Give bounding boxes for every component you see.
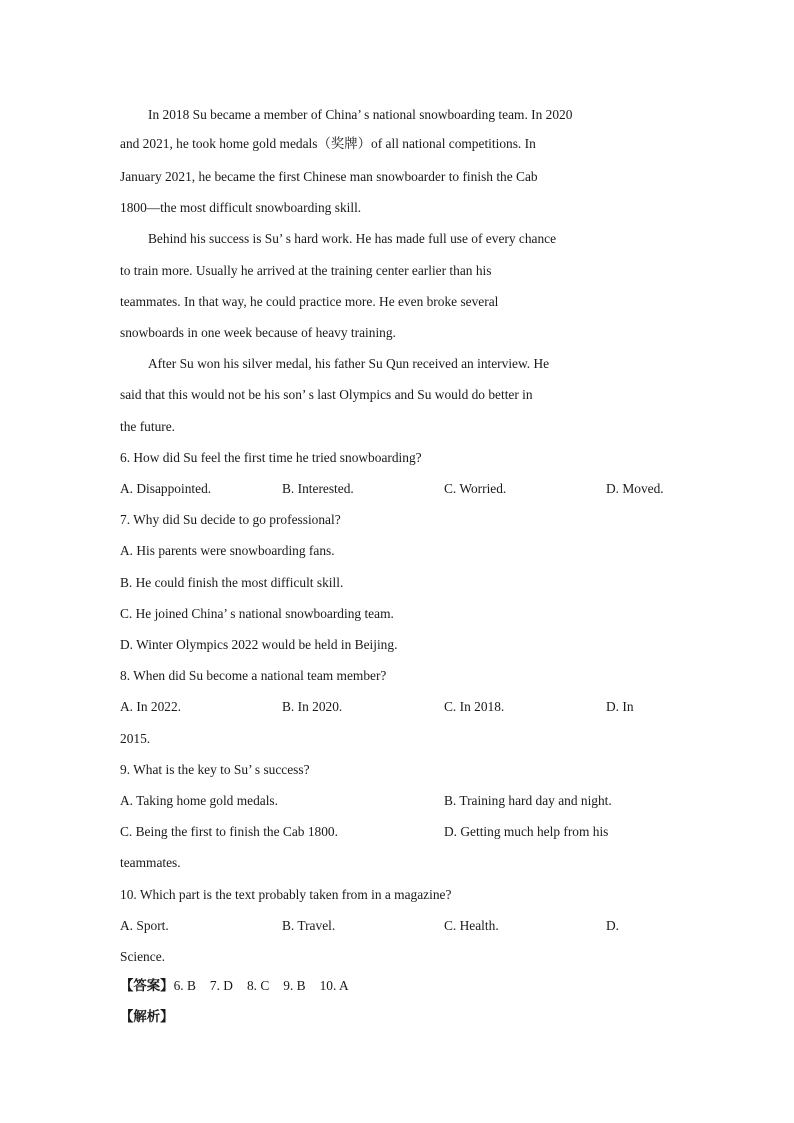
q7-option-d: D. Winter Olympics 2022 would be held in Beijing. — [120, 637, 398, 652]
q6-option-a: A. Disappointed. — [120, 481, 212, 496]
q9-option-a: A. Taking home gold medals. — [120, 793, 278, 808]
answer-item: 7. D — [209, 978, 233, 993]
q9-option-d: D. Getting much help from his — [444, 824, 609, 839]
passage-p3-line-1: After Su won his silver medal, his father Su Qun received an interview. He — [148, 356, 550, 371]
q6-option-d: D. Moved. — [606, 481, 664, 496]
q10-option-a: A. Sport. — [120, 918, 169, 933]
q7-stem: 7. Why did Su decide to go professional? — [120, 512, 341, 527]
q9-option-c: C. Being the first to finish the Cab 1800. — [120, 824, 338, 839]
answer-item: 8. C — [246, 978, 270, 993]
answer-item: 10. A — [319, 978, 349, 993]
q6-option-b: B. Interested. — [282, 481, 354, 496]
passage-p2-line-1: Behind his success is Su’ s hard work. He has made full use of every chance — [148, 231, 557, 246]
passage-p1-line-2: and 2021, he took home gold medals（奖牌）of all national competitions. In — [120, 136, 536, 151]
q9-option-b: B. Training hard day and night. — [444, 793, 612, 808]
q10-option-d-wrap: Science. — [120, 949, 165, 964]
q10-stem: 10. Which part is the text probably taken from in a magazine? — [120, 887, 452, 902]
passage-p3-line-3: the future. — [120, 419, 176, 434]
q8-option-c: C. In 2018. — [444, 699, 505, 714]
passage-p1-line-4: 1800—the most difficult snowboarding skill. — [120, 200, 362, 215]
q8-option-b: B. In 2020. — [282, 699, 343, 714]
answer-line — [120, 977, 680, 995]
passage-p1-line-3: January 2021, he became the first Chinese man snowboarder to finish the Cab — [120, 169, 538, 184]
passage-p2-line-2: to train more. Usually he arrived at the training center earlier than his — [120, 263, 492, 278]
analysis-label: 【解析】 — [120, 1009, 174, 1024]
q10-option-c: C. Health. — [444, 918, 499, 933]
q8-option-a: A. In 2022. — [120, 699, 181, 714]
q10-option-d: D. — [606, 918, 620, 933]
passage-p2-line-3: teammates. In that way, he could practice more. He even broke several — [120, 294, 499, 309]
passage-p2-line-4: snowboards in one week because of heavy training. — [120, 325, 396, 340]
q7-option-c: C. He joined China’ s national snowboarding team. — [120, 606, 394, 621]
answer-label: 【答案】 — [120, 978, 174, 993]
q6-stem: 6. How did Su feel the first time he tried snowboarding? — [120, 450, 422, 465]
passage-p1-line-1: In 2018 Su became a member of China’ s national snowboarding team. In 2020 — [148, 107, 573, 122]
answer-item: 9. B — [283, 978, 306, 993]
q10-option-b: B. Travel. — [282, 918, 336, 933]
passage-p3-line-2: said that this would not be his son’ s last Olympics and Su would do better in — [120, 387, 533, 402]
q9-option-d-wrap: teammates. — [120, 855, 181, 870]
q7-option-a: A. His parents were snowboarding fans. — [120, 543, 335, 558]
q9-stem: 9. What is the key to Su’ s success? — [120, 762, 310, 777]
q6-option-c: C. Worried. — [444, 481, 507, 496]
answer-item: 6. B — [173, 978, 196, 993]
q8-stem: 8. When did Su become a national team member? — [120, 668, 387, 683]
q8-option-d: D. In — [606, 699, 634, 714]
q7-option-b: B. He could finish the most difficult skill. — [120, 575, 344, 590]
q8-option-d-wrap: 2015. — [120, 731, 151, 746]
